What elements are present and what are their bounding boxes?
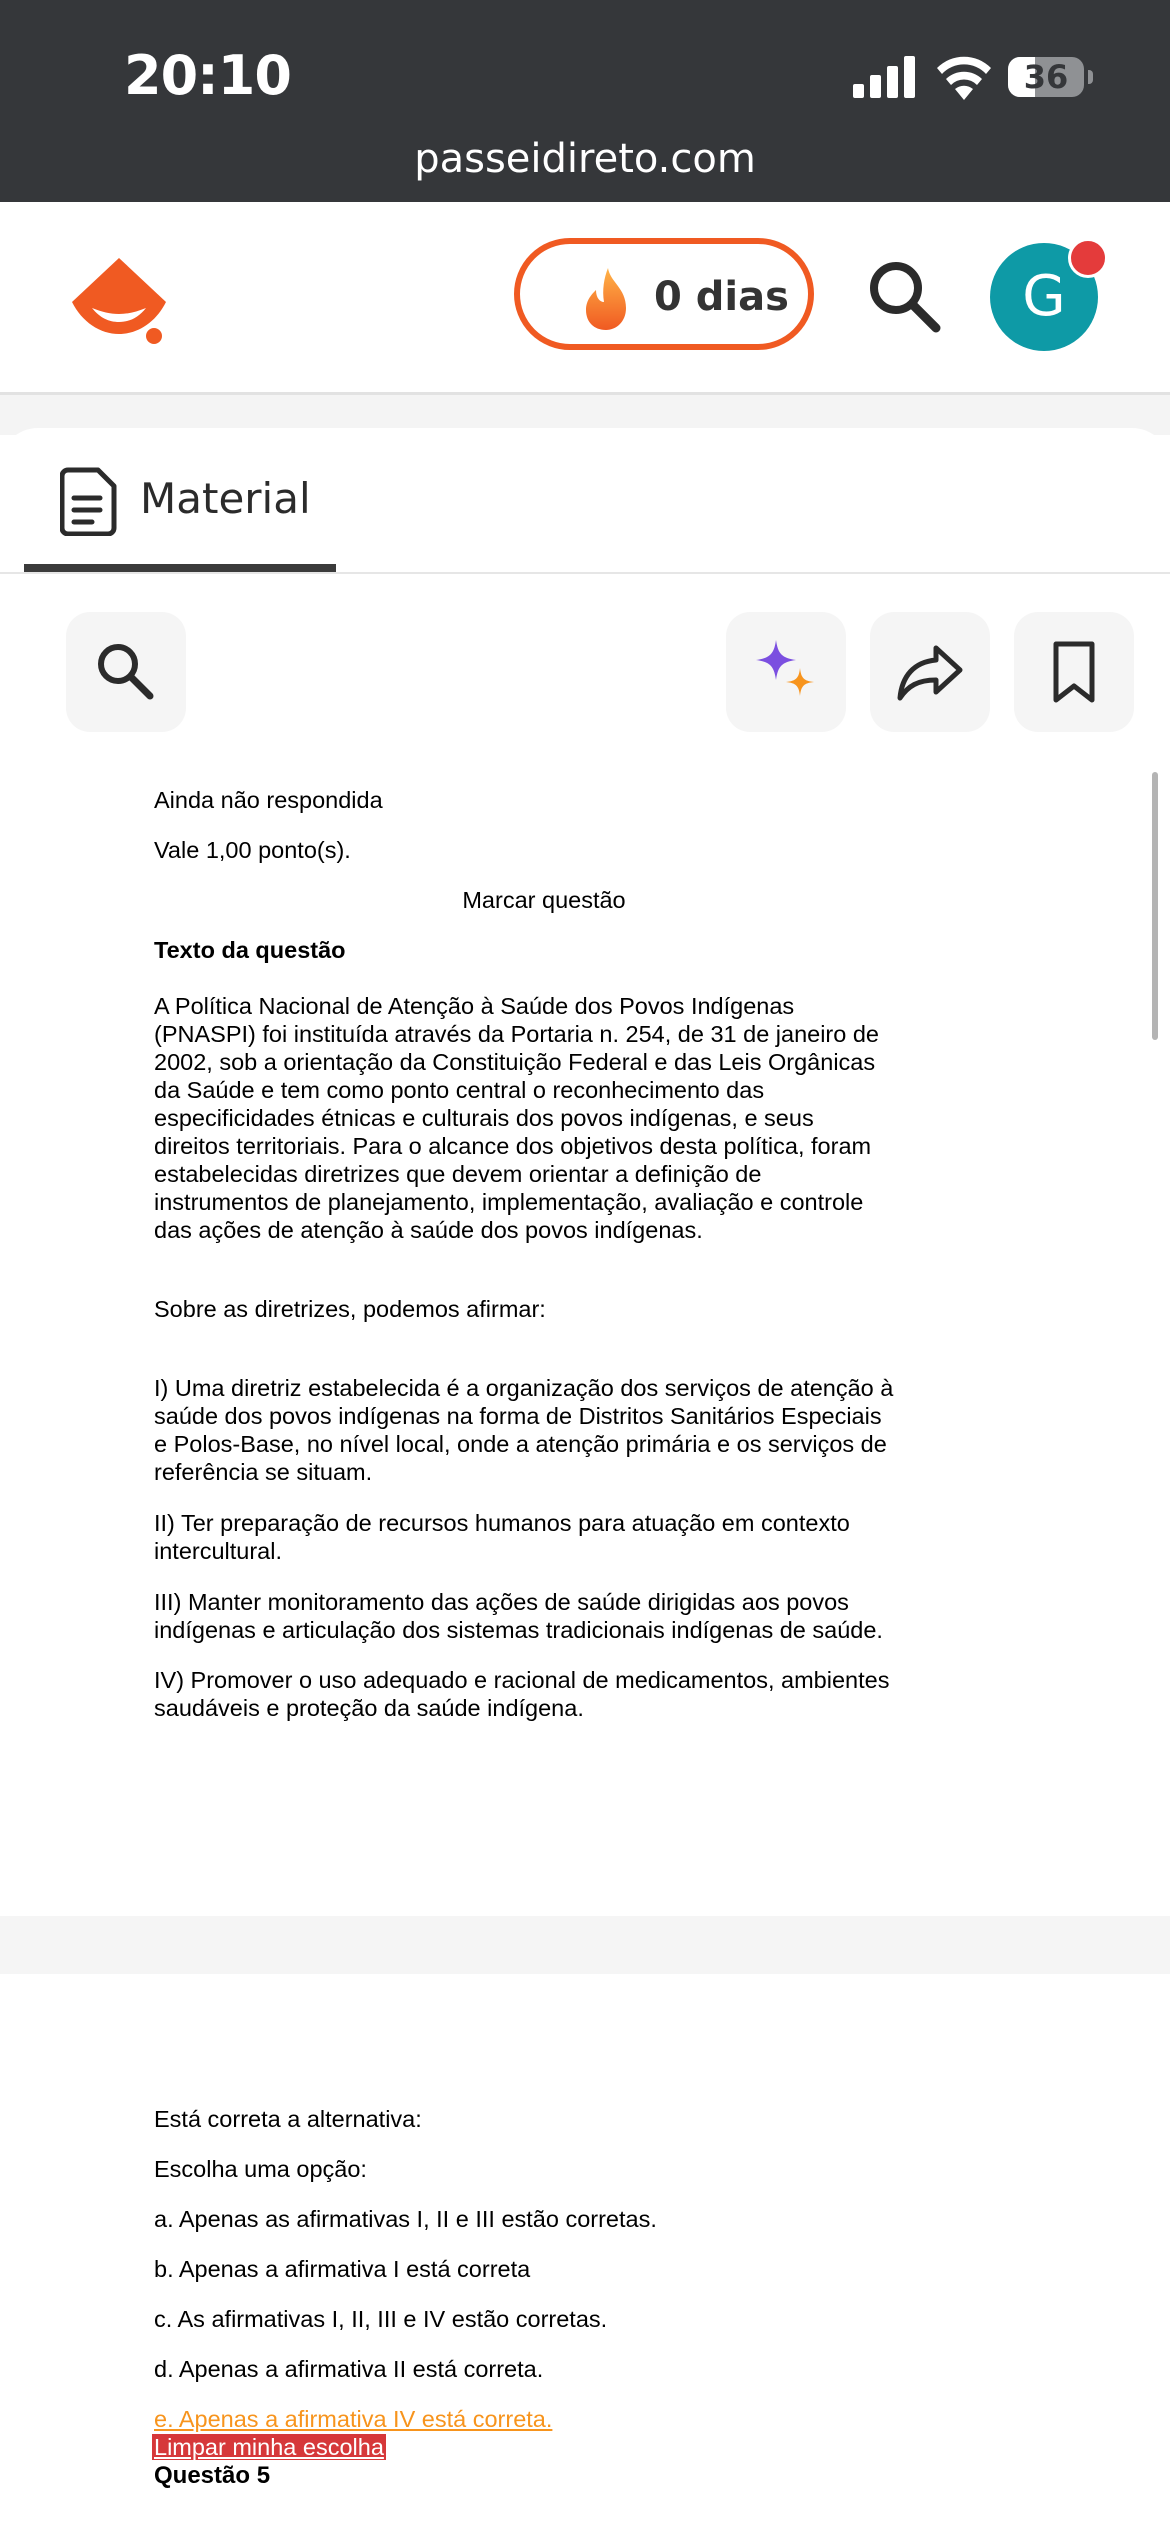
question-text-heading: Texto da questão xyxy=(154,937,346,963)
text-line: saúde dos povos indígenas na forma de Distritos Sanitários Especiais xyxy=(154,1403,882,1429)
option-e-label: e. Apenas a afirmativa IV está correta. xyxy=(154,2406,553,2432)
wifi-icon xyxy=(935,54,993,100)
statement-2 xyxy=(154,1509,934,1565)
question-points: Vale 1,00 ponto(s). xyxy=(154,837,351,863)
statement-3 xyxy=(154,1588,934,1644)
battery-icon xyxy=(1008,57,1084,97)
text-line: II) Ter preparação de recursos humanos para atuação em contexto xyxy=(154,1510,850,1536)
option-a[interactable]: a. Apenas as afirmativas I, II e III estão corretas. xyxy=(154,2206,657,2232)
status-bar xyxy=(0,0,1170,202)
text-line: 2002, sob a orientação da Constituição Federal e das Leis Orgânicas xyxy=(154,1049,876,1075)
ai-assistant-button[interactable] xyxy=(726,612,846,732)
statement-4 xyxy=(154,1666,934,1722)
document-icon xyxy=(60,466,120,536)
text-line: intercultural. xyxy=(154,1538,282,1564)
next-question-heading: Questão 5 xyxy=(154,2462,271,2489)
flame-icon xyxy=(578,266,634,332)
bookmark-icon xyxy=(1040,638,1108,706)
bookmark-button[interactable] xyxy=(1014,612,1134,732)
text-line: (PNASPI) foi instituída através da Portaria n. 254, de 31 de janeiro de xyxy=(154,1021,880,1047)
streak-button[interactable] xyxy=(514,238,814,350)
text-line: referência se situam. xyxy=(154,1459,373,1485)
avatar[interactable]: G xyxy=(990,243,1098,351)
battery-nub xyxy=(1088,70,1093,84)
option-e-selected[interactable] xyxy=(154,2405,934,2433)
text-line: das ações de atenção à saúde dos povos indígenas. xyxy=(154,1217,703,1243)
question-intro xyxy=(154,992,934,1244)
text-line: III) Manter monitoramento das ações de saúde dirigidas aos povos xyxy=(154,1589,849,1615)
text-line: instrumentos de planejamento, implementação, avaliação e controle xyxy=(154,1189,864,1215)
tab-material-label: Material xyxy=(140,474,311,523)
passei-direto-logo-icon[interactable] xyxy=(70,256,168,348)
tab-divider xyxy=(0,572,1170,574)
choose-prompt: Escolha uma opção: xyxy=(154,2156,367,2182)
search-icon[interactable] xyxy=(866,258,942,334)
clock: 20:10 xyxy=(124,44,291,107)
document-search-button[interactable] xyxy=(66,612,186,732)
clear-choice-button[interactable]: Limpar minha escolha xyxy=(154,2434,384,2460)
text-line: I) Uma diretriz estabelecida é a organização dos serviços de atenção à xyxy=(154,1375,894,1401)
question-prompt: Sobre as diretrizes, podemos afirmar: xyxy=(154,1296,546,1322)
option-d[interactable]: d. Apenas a afirmativa II está correta. xyxy=(154,2356,544,2382)
streak-label: 0 dias xyxy=(654,274,789,320)
correct-prompt: Está correta a alternativa: xyxy=(154,2106,422,2132)
share-icon xyxy=(896,638,964,706)
text-line: A Política Nacional de Atenção à Saúde dos Povos Indígenas xyxy=(154,993,795,1019)
clear-choice[interactable] xyxy=(154,2433,934,2461)
text-line: especificidades étnicas e culturais dos povos indígenas, e seus xyxy=(154,1105,814,1131)
notification-dot xyxy=(1068,238,1108,278)
scrollbar[interactable] xyxy=(1152,772,1158,1040)
statement-1 xyxy=(154,1374,934,1486)
text-line: estabelecidas diretrizes que devem orientar a definição de xyxy=(154,1161,762,1187)
text-line: direitos territoriais. Para o alcance dos objetivos desta política, foram xyxy=(154,1133,872,1159)
text-line: saudáveis e proteção da saúde indígena. xyxy=(154,1695,584,1721)
search-icon xyxy=(92,638,160,706)
question-status: Ainda não respondida xyxy=(154,787,383,813)
url-bar[interactable]: passeidireto.com xyxy=(414,136,756,182)
tab-active-indicator xyxy=(24,564,336,572)
ai-sparkle-icon xyxy=(752,638,820,706)
page-break xyxy=(0,1916,1170,1974)
cellular-signal-icon xyxy=(853,56,915,98)
text-line: IV) Promover o uso adequado e racional de medicamentos, ambientes xyxy=(154,1667,890,1693)
battery-level: 36 xyxy=(1023,58,1069,96)
option-c[interactable]: c. As afirmativas I, II, III e IV estão corretas. xyxy=(154,2306,608,2332)
text-line: da Saúde e tem como ponto central o reconhecimento das xyxy=(154,1077,765,1103)
tab-material[interactable] xyxy=(24,448,336,572)
app-header xyxy=(0,202,1170,395)
text-line: e Polos-Base, no nível local, onde a atenção primária e os serviços de xyxy=(154,1431,887,1457)
flag-question-link[interactable]: Marcar questão xyxy=(462,887,626,913)
option-b[interactable]: b. Apenas a afirmativa I está correta xyxy=(154,2256,531,2282)
share-button[interactable] xyxy=(870,612,990,732)
text-line: indígenas e articulação dos sistemas tradicionais indígenas de saúde. xyxy=(154,1617,883,1643)
